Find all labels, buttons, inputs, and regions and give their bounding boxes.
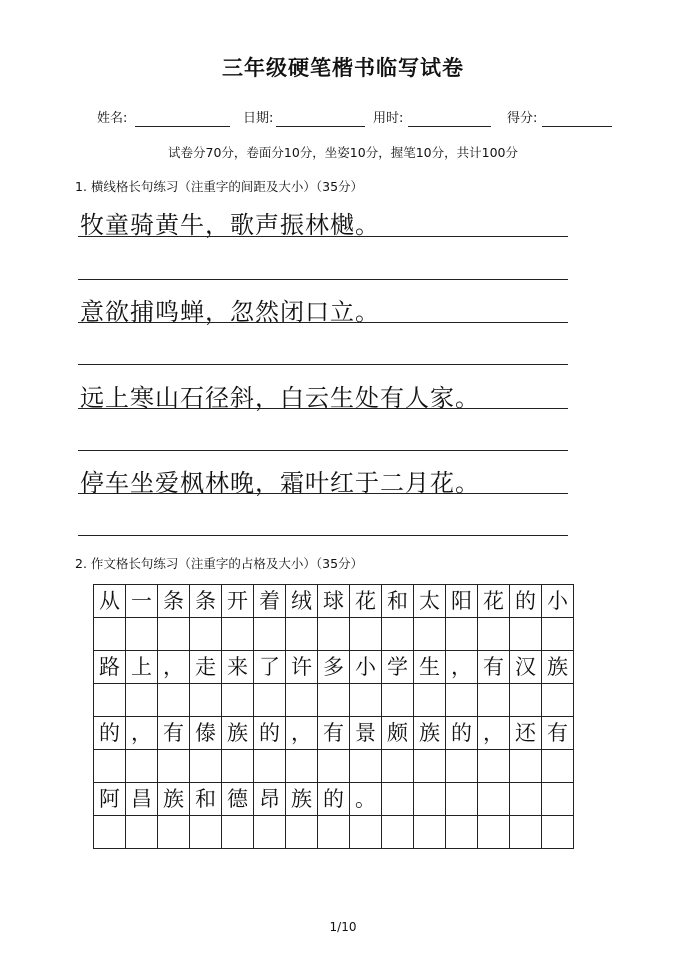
grid-cell: 昂 <box>254 783 286 816</box>
grid-cell[interactable] <box>126 618 158 651</box>
writing-line <box>78 408 568 409</box>
grid-cell: 花 <box>478 585 510 618</box>
grid-cell <box>414 783 446 816</box>
practice-sentence: 远上寒山石径斜，白云生处有人家。 <box>80 384 480 412</box>
page-number: 1/10 <box>329 920 357 934</box>
character-grid <box>93 584 574 849</box>
practice-sentence: 停车坐爱枫林晚，霜叶红于二月花。 <box>80 469 480 497</box>
grid-cell: 汉 <box>510 651 542 684</box>
grid-cell: 有 <box>158 717 190 750</box>
grid-cell[interactable] <box>510 618 542 651</box>
grid-cell[interactable] <box>94 684 126 717</box>
writing-line <box>78 236 568 237</box>
grid-cell[interactable] <box>222 816 254 849</box>
grid-cell[interactable] <box>190 618 222 651</box>
section2-heading: 2. 作文格长句练习（注重字的占格及大小）（35分） <box>75 556 364 571</box>
practice-sentence: 意欲捕鸣蝉，忽然闭口立。 <box>80 298 380 326</box>
name-blank[interactable] <box>135 126 230 127</box>
grid-row-text <box>94 585 574 618</box>
grid-cell: 有 <box>542 717 574 750</box>
grid-cell: 上 <box>126 651 158 684</box>
grid-cell[interactable] <box>350 684 382 717</box>
grid-cell: 花 <box>350 585 382 618</box>
grid-cell: 有 <box>318 717 350 750</box>
grid-cell: 小 <box>350 651 382 684</box>
grid-cell: 昌 <box>126 783 158 816</box>
grid-cell[interactable] <box>478 618 510 651</box>
grid-cell[interactable] <box>254 816 286 849</box>
grid-row-blank <box>94 618 574 651</box>
grid-cell: 的 <box>318 783 350 816</box>
grid-cell: ， <box>286 717 318 750</box>
grid-cell: 有 <box>478 651 510 684</box>
grid-cell[interactable] <box>286 816 318 849</box>
grid-cell: ， <box>446 651 478 684</box>
time-label: 用时: <box>373 111 404 126</box>
grid-cell: 条 <box>190 585 222 618</box>
grid-cell: 多 <box>318 651 350 684</box>
grid-cell: 路 <box>94 651 126 684</box>
writing-line[interactable] <box>78 364 568 365</box>
grid-cell: 许 <box>286 651 318 684</box>
time-blank[interactable] <box>408 126 491 127</box>
grid-cell[interactable] <box>158 618 190 651</box>
grid-cell: 来 <box>222 651 254 684</box>
grid-cell: 太 <box>414 585 446 618</box>
grid-cell[interactable] <box>126 750 158 783</box>
grid-row-blank <box>94 684 574 717</box>
grid-cell: 的 <box>510 585 542 618</box>
grid-cell: 阿 <box>94 783 126 816</box>
grid-cell: 和 <box>190 783 222 816</box>
grid-cell: 傣 <box>190 717 222 750</box>
grid-cell: 小 <box>542 585 574 618</box>
grid-cell[interactable] <box>414 618 446 651</box>
grid-cell: 景 <box>350 717 382 750</box>
grid-cell: 开 <box>222 585 254 618</box>
grid-cell: 族 <box>414 717 446 750</box>
date-blank[interactable] <box>276 126 365 127</box>
grid-cell: 走 <box>190 651 222 684</box>
name-label: 姓名: <box>97 111 128 126</box>
grid-cell[interactable] <box>286 684 318 717</box>
section1-heading: 1. 横线格长句练习（注重字的间距及大小）（35分） <box>75 179 364 194</box>
writing-line[interactable] <box>78 279 568 280</box>
score-blank[interactable] <box>542 126 612 127</box>
grid-cell[interactable] <box>94 816 126 849</box>
grid-cell[interactable] <box>318 816 350 849</box>
score-breakdown: 试卷分70分，卷面分10分，坐姿10分，握笔10分，共计100分 <box>168 145 518 160</box>
grid-cell[interactable] <box>478 684 510 717</box>
writing-line <box>78 493 568 494</box>
exam-title: 三年级硬笔楷书临写试卷 <box>222 56 464 80</box>
grid-cell[interactable] <box>350 750 382 783</box>
grid-cell: 了 <box>254 651 286 684</box>
grid-cell[interactable] <box>446 816 478 849</box>
writing-line[interactable] <box>78 535 568 536</box>
grid-cell: 族 <box>286 783 318 816</box>
grid-cell <box>478 783 510 816</box>
grid-cell[interactable] <box>254 684 286 717</box>
grid-cell[interactable] <box>382 618 414 651</box>
grid-cell: 族 <box>542 651 574 684</box>
grid-cell: 的 <box>94 717 126 750</box>
grid-cell[interactable] <box>446 618 478 651</box>
grid-cell[interactable] <box>478 816 510 849</box>
grid-cell: 着 <box>254 585 286 618</box>
grid-cell[interactable] <box>350 618 382 651</box>
grid-row-text <box>94 717 574 750</box>
grid-cell[interactable] <box>94 618 126 651</box>
grid-cell[interactable] <box>158 750 190 783</box>
grid-cell: 。 <box>350 783 382 816</box>
grid-row-blank <box>94 750 574 783</box>
grid-cell: ， <box>126 717 158 750</box>
grid-cell: 生 <box>414 651 446 684</box>
grid-cell[interactable] <box>222 684 254 717</box>
grid-cell: 阳 <box>446 585 478 618</box>
grid-cell[interactable] <box>446 750 478 783</box>
grid-cell[interactable] <box>190 816 222 849</box>
grid-row-text <box>94 783 574 816</box>
grid-cell[interactable] <box>254 750 286 783</box>
grid-cell <box>382 783 414 816</box>
grid-cell: 学 <box>382 651 414 684</box>
grid-cell[interactable] <box>222 618 254 651</box>
grid-cell: 从 <box>94 585 126 618</box>
grid-cell: 一 <box>126 585 158 618</box>
grid-row-text <box>94 651 574 684</box>
grid-cell[interactable] <box>318 618 350 651</box>
grid-cell[interactable] <box>382 684 414 717</box>
grid-cell: 还 <box>510 717 542 750</box>
grid-cell[interactable] <box>510 684 542 717</box>
grid-cell[interactable] <box>158 684 190 717</box>
grid-cell[interactable] <box>94 750 126 783</box>
grid-cell: 的 <box>254 717 286 750</box>
grid-cell[interactable] <box>414 816 446 849</box>
grid-cell[interactable] <box>510 816 542 849</box>
grid-cell[interactable] <box>158 816 190 849</box>
grid-cell: ， <box>158 651 190 684</box>
grid-cell <box>510 783 542 816</box>
grid-cell: 德 <box>222 783 254 816</box>
grid-cell[interactable] <box>542 816 574 849</box>
grid-cell[interactable] <box>126 684 158 717</box>
grid-cell: 绒 <box>286 585 318 618</box>
grid-cell[interactable] <box>350 816 382 849</box>
grid-cell[interactable] <box>542 618 574 651</box>
grid-cell[interactable] <box>254 618 286 651</box>
grid-cell[interactable] <box>190 750 222 783</box>
grid-cell: 颇 <box>382 717 414 750</box>
grid-cell <box>542 783 574 816</box>
grid-cell[interactable] <box>478 750 510 783</box>
writing-line <box>78 322 568 323</box>
grid-cell: 族 <box>158 783 190 816</box>
grid-cell[interactable] <box>318 750 350 783</box>
grid-cell: 球 <box>318 585 350 618</box>
grid-cell: 和 <box>382 585 414 618</box>
grid-cell <box>446 783 478 816</box>
grid-cell[interactable] <box>382 816 414 849</box>
grid-row-blank <box>94 816 574 849</box>
grid-cell[interactable] <box>286 750 318 783</box>
date-label: 日期: <box>243 111 274 126</box>
grid-cell[interactable] <box>382 750 414 783</box>
grid-cell[interactable] <box>190 684 222 717</box>
grid-cell[interactable] <box>510 750 542 783</box>
grid-cell: 条 <box>158 585 190 618</box>
grid-cell[interactable] <box>446 684 478 717</box>
grid-cell[interactable] <box>542 750 574 783</box>
grid-cell[interactable] <box>318 684 350 717</box>
grid-cell[interactable] <box>414 684 446 717</box>
writing-line[interactable] <box>78 450 568 451</box>
grid-cell: ， <box>478 717 510 750</box>
grid-cell[interactable] <box>126 816 158 849</box>
grid-cell: 族 <box>222 717 254 750</box>
grid-cell[interactable] <box>542 684 574 717</box>
grid-cell[interactable] <box>286 618 318 651</box>
grid-cell[interactable] <box>222 750 254 783</box>
score-label: 得分: <box>507 111 538 126</box>
grid-cell[interactable] <box>414 750 446 783</box>
grid-cell: 的 <box>446 717 478 750</box>
practice-sentence: 牧童骑黄牛，歌声振林樾。 <box>80 211 380 239</box>
